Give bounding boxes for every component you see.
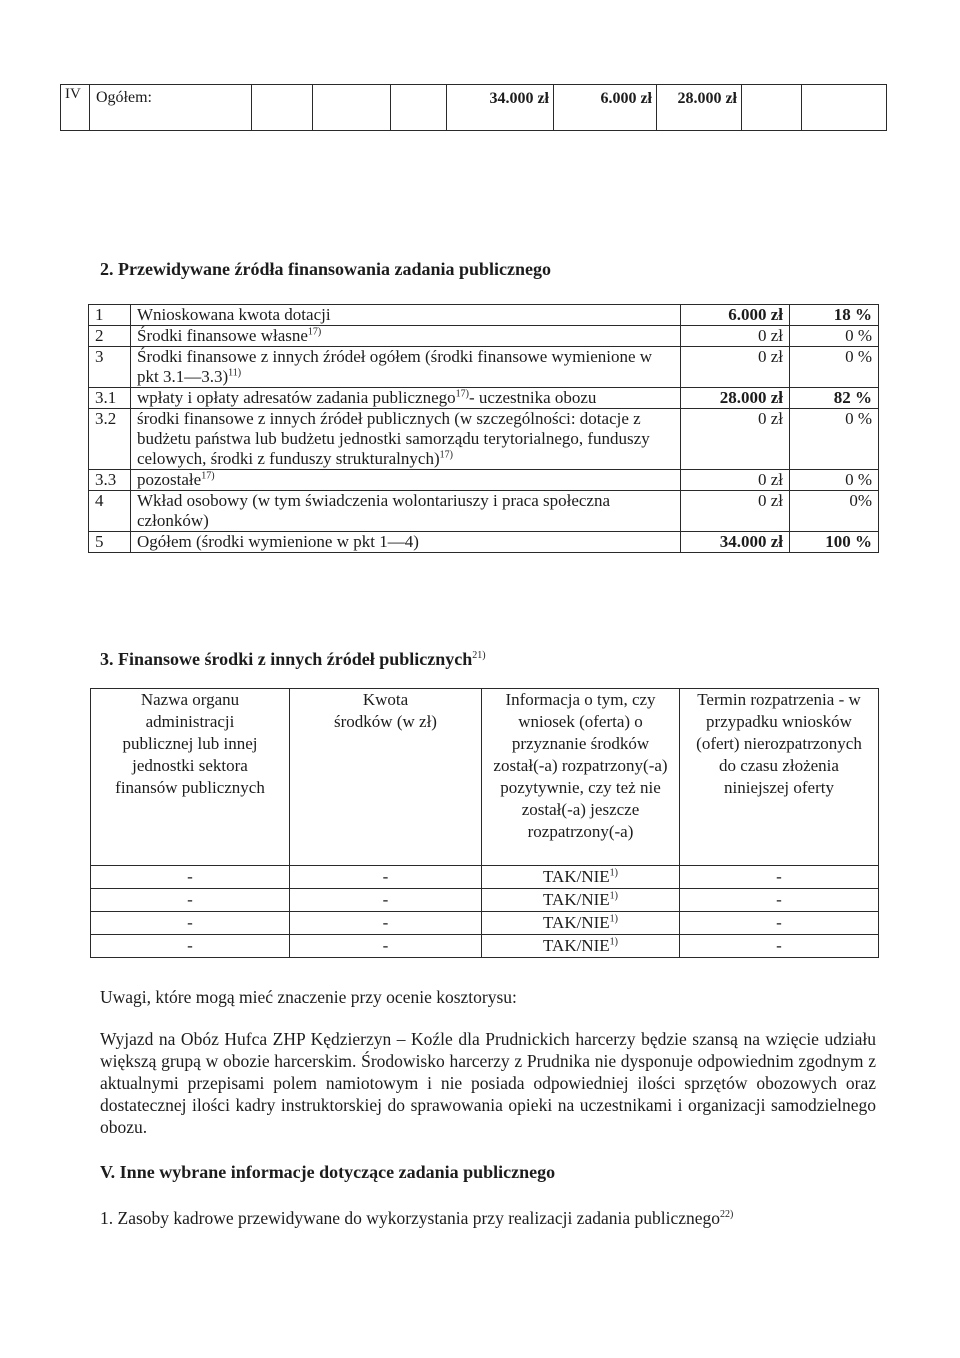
row-percent: 0 % <box>790 326 879 347</box>
row-organ: - <box>91 866 290 889</box>
header-term: Termin rozpatrzenia - w przypadku wniosków (ofert) nierozpatrzonych do czasu złożenia niniejszej oferty <box>680 689 879 866</box>
row-text: Wnioskowana kwota dotacji <box>137 305 331 324</box>
section5-item1 <box>100 1207 733 1229</box>
status-value: TAK/NIE <box>543 936 610 955</box>
totals-empty-cell <box>802 85 887 131</box>
row-description <box>131 532 681 553</box>
row-status <box>482 912 680 935</box>
row-term: - <box>680 935 879 958</box>
totals-empty-cell <box>313 85 391 131</box>
row-footnote: 17) <box>455 388 469 400</box>
row-footnote: 11) <box>228 367 242 379</box>
funding-sources-table <box>88 304 879 553</box>
row-percent: 18 % <box>790 305 879 326</box>
funding-row <box>89 347 879 388</box>
row-description <box>131 347 681 388</box>
row-amount: - <box>290 866 482 889</box>
status-value: TAK/NIE <box>543 867 610 886</box>
row-percent: 100 % <box>790 532 879 553</box>
totals-lp: IV <box>61 85 90 131</box>
totals-total: 34.000 zł <box>447 85 554 131</box>
header-row <box>91 689 879 866</box>
row-status <box>482 889 680 912</box>
row-description <box>131 388 681 409</box>
section3-title-footnote: 21) <box>472 650 486 661</box>
row-term: - <box>680 866 879 889</box>
totals-empty-cell <box>252 85 313 131</box>
totals-own: 6.000 zł <box>554 85 657 131</box>
row-percent: 0 % <box>790 347 879 388</box>
row-footnote: 17) <box>201 470 215 482</box>
row-amount: 34.000 zł <box>681 532 790 553</box>
totals-row <box>61 85 887 131</box>
row-text: środki finansowe z innych źródeł publicznych (w szczególności: dotacje z budżetu państwa lub budżetu jednostki samorządu terytorialnego, funduszy celowych, środki z funduszy strukturalnych) <box>137 409 650 468</box>
totals-empty-cell <box>391 85 447 131</box>
status-footnote: 1) <box>609 913 618 925</box>
section5-title: V. Inne wybrane informacje dotyczące zadania publicznego <box>100 1162 556 1182</box>
row-organ: - <box>91 889 290 912</box>
row-description <box>131 491 681 532</box>
row-amount: 0 zł <box>681 491 790 532</box>
row-amount: 28.000 zł <box>681 388 790 409</box>
row-lp: 1 <box>89 305 131 326</box>
row-percent: 0% <box>790 491 879 532</box>
other-source-row <box>91 912 879 935</box>
funding-row <box>89 326 879 347</box>
row-amount: 0 zł <box>681 409 790 470</box>
funding-row <box>89 409 879 470</box>
row-description <box>131 326 681 347</box>
header-status: Informacja o tym, czy wniosek (oferta) o przyznanie środków został(-a) rozpatrzony(-a) pozytywnie, czy też nie został(-a) jeszcze rozpatrzony(-a) <box>482 689 680 866</box>
row-amount: - <box>290 912 482 935</box>
row-amount: 6.000 zł <box>681 305 790 326</box>
status-footnote: 1) <box>609 867 618 879</box>
status-value: TAK/NIE <box>543 913 610 932</box>
totals-empty-cell <box>742 85 802 131</box>
row-lp: 2 <box>89 326 131 347</box>
totals-other: 28.000 zł <box>657 85 742 131</box>
section5-item1-text: 1. Zasoby kadrowe przewidywane do wykorzystania przy realizacji zadania publicznego <box>100 1208 721 1228</box>
row-footnote: 17) <box>439 449 453 461</box>
row-lp: 4 <box>89 491 131 532</box>
row-text-after: - uczestnika obozu <box>468 388 597 407</box>
section3-title <box>100 649 486 670</box>
funding-row <box>89 491 879 532</box>
remarks-text: Wyjazd na Obóz Hufca ZHP Kędzierzyn – Koźle dla Prudnickich harcerzy będzie szansą na wzięcie udziału większą grupą w obozie harcerskim. Środowisko harcerzy z Prudnika nie dysponuje odpowiednim zgodnym z aktualnymi przepisami polem namiotowym i nie posiada odpowiedniej ilości sprzętów obozowych oraz dostatecznej ilości kadry instruktorskiej do sprawowania opieki na uczestnikami i organizacji samodzielnego obozu. <box>100 1029 876 1137</box>
row-description <box>131 409 681 470</box>
row-percent: 82 % <box>790 388 879 409</box>
row-text: Środki finansowe własne <box>137 326 308 345</box>
row-lp: 3.1 <box>89 388 131 409</box>
row-status <box>482 935 680 958</box>
row-term: - <box>680 889 879 912</box>
row-amount: 0 zł <box>681 470 790 491</box>
status-value: TAK/NIE <box>543 890 610 909</box>
totals-label: Ogółem: <box>90 85 252 131</box>
row-amount: 0 zł <box>681 347 790 388</box>
section2-title: 2. Przewidywane źródła finansowania zadania publicznego <box>100 259 552 279</box>
row-amount: - <box>290 889 482 912</box>
header-amount: Kwota środków (w zł) <box>290 689 482 866</box>
status-footnote: 1) <box>609 936 618 948</box>
row-status <box>482 866 680 889</box>
row-organ: - <box>91 912 290 935</box>
row-lp: 3.3 <box>89 470 131 491</box>
row-lp: 5 <box>89 532 131 553</box>
row-amount: 0 zł <box>681 326 790 347</box>
section5-item1-footnote: 22) <box>720 1209 734 1221</box>
status-footnote: 1) <box>609 890 618 902</box>
section3-title-text: 3. Finansowe środki z innych źródeł publicznych <box>100 649 473 669</box>
other-source-row <box>91 935 879 958</box>
other-source-row <box>91 866 879 889</box>
remarks-label: Uwagi, które mogą mieć znaczenie przy ocenie kosztorysu: <box>100 987 517 1007</box>
other-public-sources-table <box>90 688 879 958</box>
funding-row <box>89 532 879 553</box>
row-description <box>131 470 681 491</box>
other-source-row <box>91 889 879 912</box>
row-lp: 3 <box>89 347 131 388</box>
row-text: Ogółem (środki wymienione w pkt 1—4) <box>137 532 419 551</box>
funding-row <box>89 470 879 491</box>
row-text: pozostałe <box>137 470 202 489</box>
header-organ: Nazwa organu administracji publicznej lub innej jednostki sektora finansów publicznych <box>91 689 290 866</box>
row-text: Wkład osobowy (w tym świadczenia wolontariuszy i praca społeczna członków) <box>137 491 611 530</box>
row-description <box>131 305 681 326</box>
funding-row <box>89 388 879 409</box>
row-text: Środki finansowe z innych źródeł ogółem (środki finansowe wymienione w pkt 3.1—3.3) <box>137 347 653 386</box>
row-lp: 3.2 <box>89 409 131 470</box>
funding-row <box>89 305 879 326</box>
row-term: - <box>680 912 879 935</box>
row-amount: - <box>290 935 482 958</box>
row-text: wpłaty i opłaty adresatów zadania publicznego <box>137 388 456 407</box>
row-percent: 0 % <box>790 470 879 491</box>
row-footnote: 17) <box>307 326 322 338</box>
row-organ: - <box>91 935 290 958</box>
row-percent: 0 % <box>790 409 879 470</box>
totals-table <box>60 84 887 131</box>
